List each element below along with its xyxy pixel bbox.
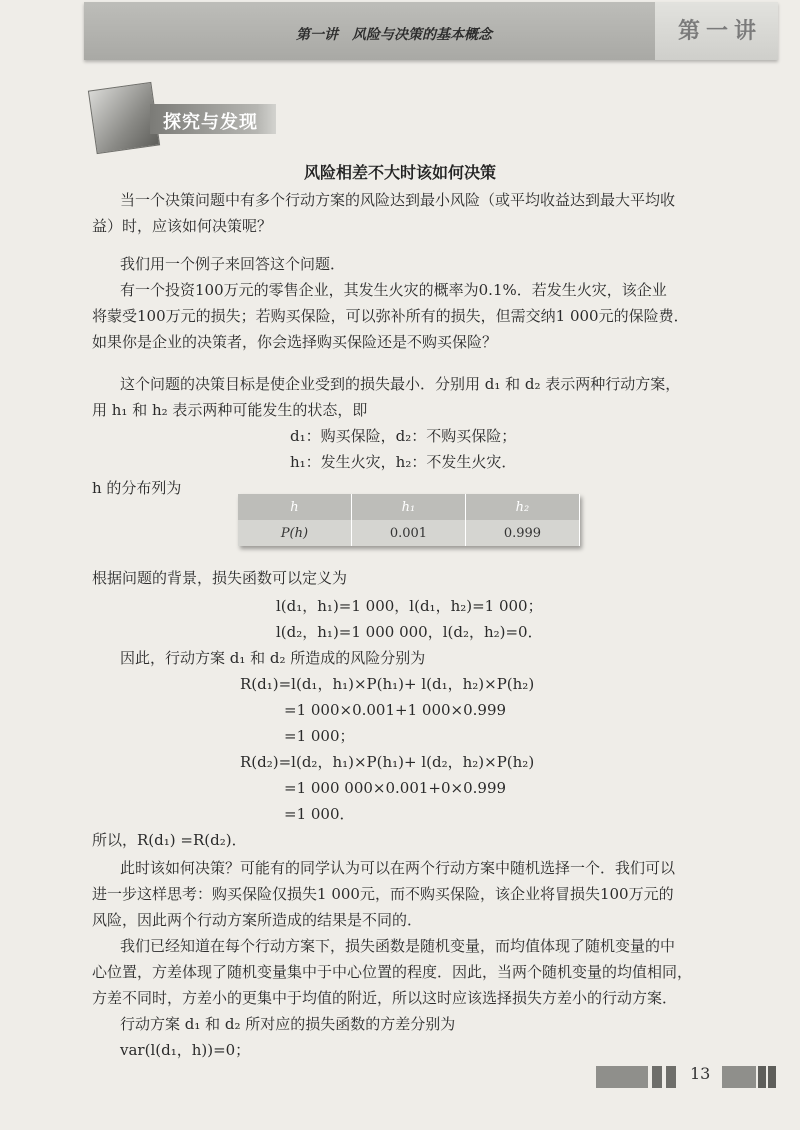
text-line: 这个问题的决策目标是使企业受到的损失最小．分别用 d₁ 和 d₂ 表示两种行动方案， [120, 375, 681, 393]
text-line: R(d₁)=l(d₁，h₁)×P(h₁)+ l(d₁，h₂)×P(h₂) [240, 675, 535, 693]
text-line: h₁：发生火灾，h₂：不发生火灾． [290, 453, 517, 471]
text-line: 当一个决策问题中有多个行动方案的风险达到最小风险（或平均收益达到最大平均收 [120, 191, 676, 209]
footer-bar [768, 1066, 776, 1088]
footer-bar [758, 1066, 766, 1088]
table-cell: P(h) [238, 520, 351, 546]
running-header [84, 2, 778, 60]
text-line: h 的分布列为 [92, 479, 182, 497]
table-header-cell: h [238, 494, 351, 520]
text-line: 风险，因此两个行动方案所造成的结果是不同的． [92, 911, 423, 929]
text-line: 行动方案 d₁ 和 d₂ 所对应的损失函数的方差分别为 [120, 1015, 456, 1033]
header-title: 第一讲 风险与决策的基本概念 [296, 27, 492, 43]
table-row [238, 520, 580, 546]
text-line: R(d₂)=l(d₂，h₁)×P(h₁)+ l(d₂，h₂)×P(h₂) [240, 753, 535, 771]
text-line: =1 000； [284, 727, 355, 745]
text-line: 因此，行动方案 d₁ 和 d₂ 所造成的风险分别为 [120, 649, 426, 667]
text-line: 根据问题的背景，损失函数可以定义为 [92, 569, 348, 587]
text-line: 我们已经知道在每个行动方案下，损失函数是随机变量，而均值体现了随机变量的中 [120, 937, 676, 955]
text-line: 所以，R(d₁) =R(d₂)． [92, 831, 247, 849]
page-number: 13 [690, 1064, 711, 1083]
text-line: var(l(d₁，h))=0； [120, 1041, 251, 1059]
text-line: 进一步这样思考：购买保险仅损失1 000元，而不购买保险，该企业将冒损失100万元的 [92, 885, 674, 903]
table-header-cell: h₂ [465, 494, 579, 520]
text-line: 如果你是企业的决策者，你会选择购买保险还是不购买保险？ [92, 333, 498, 351]
header-chapter: 第一讲 [677, 18, 762, 44]
page-title: 风险相差不大时该如何决策 [303, 163, 496, 182]
table-cell: 0.999 [465, 520, 579, 546]
text-line: =1 000×0.001+1 000×0.999 [284, 701, 507, 719]
table-header-cell: h₁ [351, 494, 465, 520]
header-chapter-tab [655, 2, 778, 60]
text-line: 此时该如何决策？可能有的同学认为可以在两个行动方案中随机选择一个．我们可以 [120, 859, 676, 877]
text-line: 益）时，应该如何决策呢？ [92, 217, 273, 235]
footer-bar [652, 1066, 662, 1088]
table-row [238, 494, 580, 520]
text-line: l(d₂，h₁)=1 000 000，l(d₂，h₂)=0． [276, 623, 543, 641]
text-line: =1 000． [284, 805, 355, 823]
text-line: 将蒙受100万元的损失；若购买保险，可以弥补所有的损失，但需交纳1 000元的保险费． [92, 307, 689, 325]
footer-bar [666, 1066, 676, 1088]
footer-bar [722, 1066, 756, 1088]
text-line: 有一个投资100万元的零售企业，其发生火灾的概率为0.1%．若发生火灾，该企业 [120, 281, 667, 299]
text-line: 用 h₁ 和 h₂ 表示两种可能发生的状态，即 [92, 401, 368, 419]
distribution-table [238, 494, 580, 546]
footer-bar [596, 1066, 648, 1088]
text-line: 心位置，方差体现了随机变量集中于中心位置的程度．因此，当两个随机变量的均值相同， [92, 963, 693, 981]
text-line: d₁：购买保险，d₂：不购买保险； [290, 427, 517, 445]
table-cell: 0.001 [351, 520, 465, 546]
text-line: l(d₁，h₁)=1 000，l(d₁，h₂)=1 000； [276, 597, 543, 615]
text-line: 我们用一个例子来回答这个问题． [120, 255, 346, 273]
section-label: 探究与发现 [163, 112, 258, 133]
text-line: 方差不同时，方差小的更集中于均值的附近，所以这时应该选择损失方差小的行动方案． [92, 989, 678, 1007]
text-line: =1 000 000×0.001+0×0.999 [284, 779, 507, 797]
